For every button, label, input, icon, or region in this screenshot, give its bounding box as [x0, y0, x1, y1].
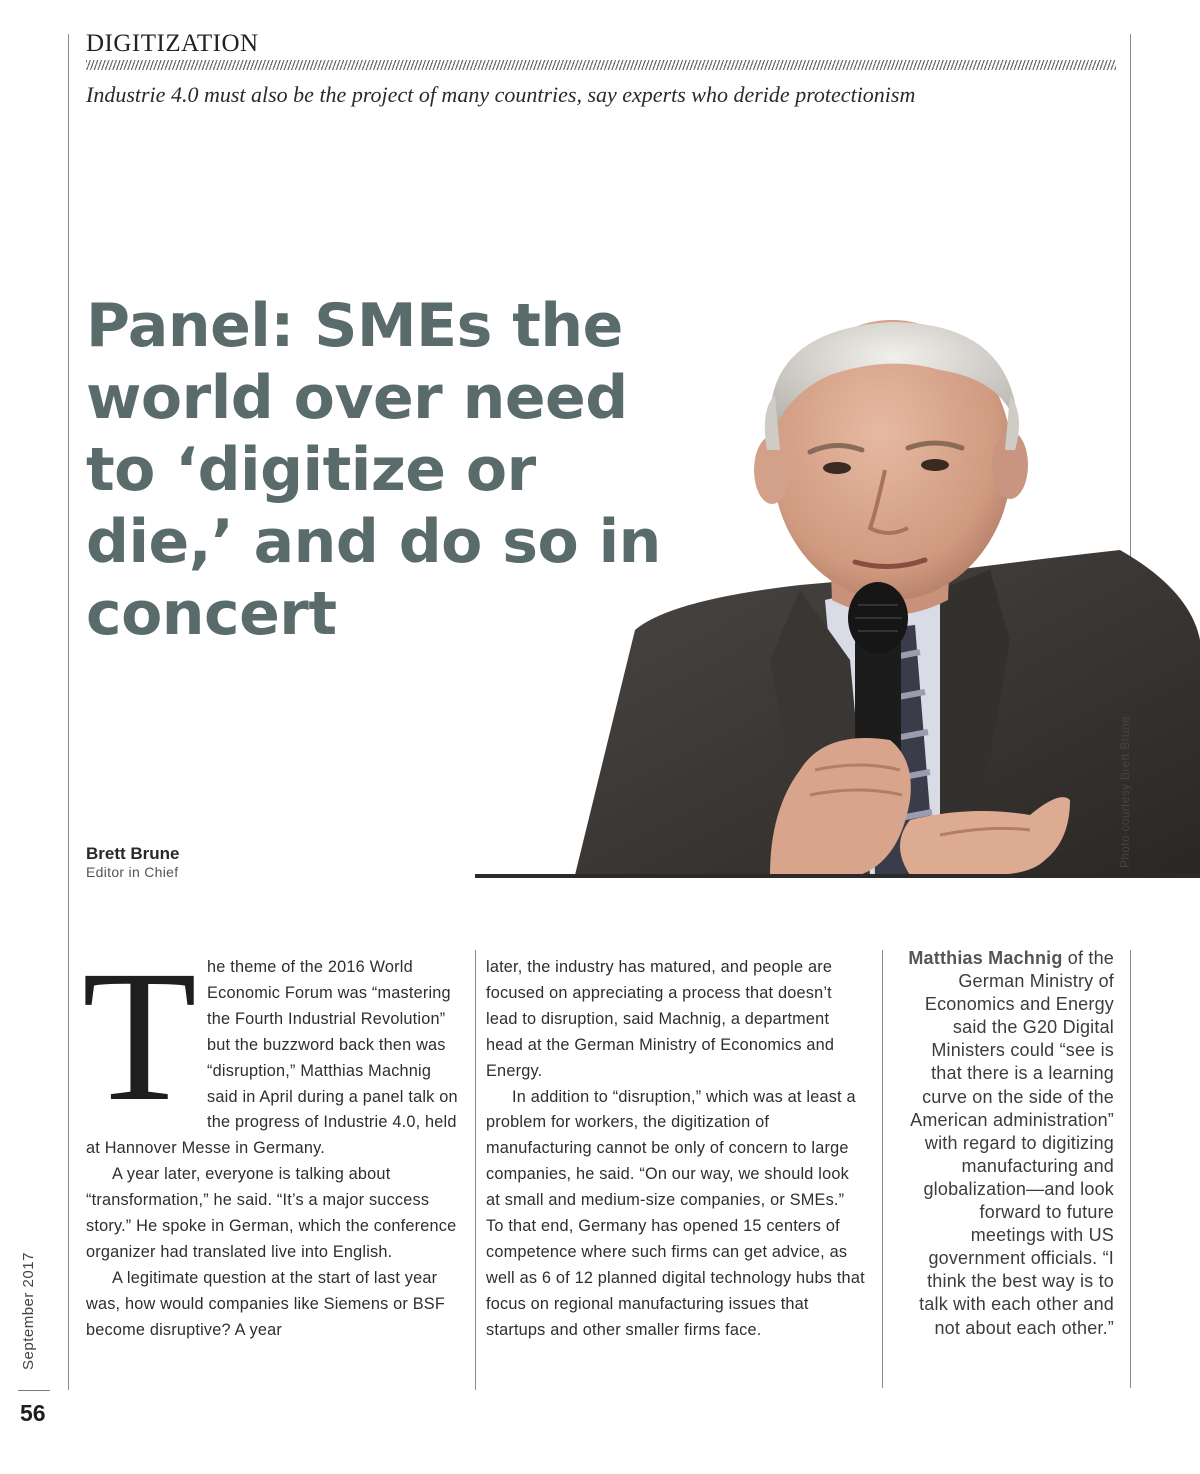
folio-rule — [18, 1390, 50, 1391]
author-name: Brett Brune — [86, 844, 180, 863]
speaker-illustration — [470, 300, 1200, 875]
pull-quote — [908, 947, 1114, 1340]
headline: Panel: SMEs the world over need to ‘digitize or die,’ and do so in concert — [86, 291, 661, 649]
bottom-right-rule — [1130, 950, 1131, 1388]
left-margin-rule — [68, 34, 69, 1390]
body-paragraph: A legitimate question at the start of last year was, how would companies like Siemens or BSF become disruptive? A year — [86, 1268, 445, 1339]
issue-date: September 2017 — [20, 1252, 37, 1370]
photo-credit: Photo courtesy Brett Brune — [1118, 716, 1132, 868]
pull-quote-name: Matthias Machnig — [908, 948, 1063, 968]
body-paragraph: In addition to “disruption,” which was at least a problem for workers, the digitization of manufacturing cannot be only of concern to large companies, he said. “On our way, we should look at small and medium-size companies, or SMEs.” To that end, Germany has opened 15 centers of competence where such firms can get advice, as well as 6 of 12 planned digital technology hubs that focus on regional manufacturing issues that startups and other smaller firms face. — [486, 1087, 865, 1339]
drop-cap: T — [82, 931, 198, 1140]
body-column-1 — [82, 931, 466, 1344]
body-column-2 — [486, 955, 866, 1344]
body-paragraph: later, the industry has matured, and people are focused on appreciating a process that doesn’t lead to disruption, said Machnig, a department head at the German Ministry of Economics and Energy. — [486, 958, 835, 1080]
hatched-rule — [86, 60, 1116, 70]
page-number: 56 — [20, 1400, 46, 1426]
pull-quote-text: of the German Ministry of Economics and Energy said the G20 Digital Ministers could “see is that there is a learning curve on the side of the American administration” with regard to digitizing manufacturing and globalization—and look forward to future meetings with US government officials. “I think the best way is to talk with each other and not about each other.” — [910, 948, 1114, 1338]
column-divider-1 — [475, 950, 476, 1390]
photo-base-rule — [475, 874, 1200, 878]
author-role: Editor in Chief — [86, 864, 179, 880]
column-divider-2 — [882, 950, 883, 1388]
body-paragraph: A year later, everyone is talking about “transformation,” he said. “It’s a major success story.” He spoke in German, which the conference organizer had translated live into English. — [86, 1165, 457, 1261]
body-paragraph: he theme of the 2016 World Economic Forum was “mastering the Fourth Industrial Revolution” but the buzzword back then was “disruption,” Matthias Machnig said in April during a panel talk on the progress of Industrie 4.0, held at Hannover Messe in Germany. — [86, 958, 458, 1158]
section-label: DIGITIZATION — [86, 30, 259, 57]
article-deck: Industrie 4.0 must also be the project of many countries, say experts who deride protectionism — [86, 82, 916, 107]
speaker-photo — [470, 300, 1200, 875]
